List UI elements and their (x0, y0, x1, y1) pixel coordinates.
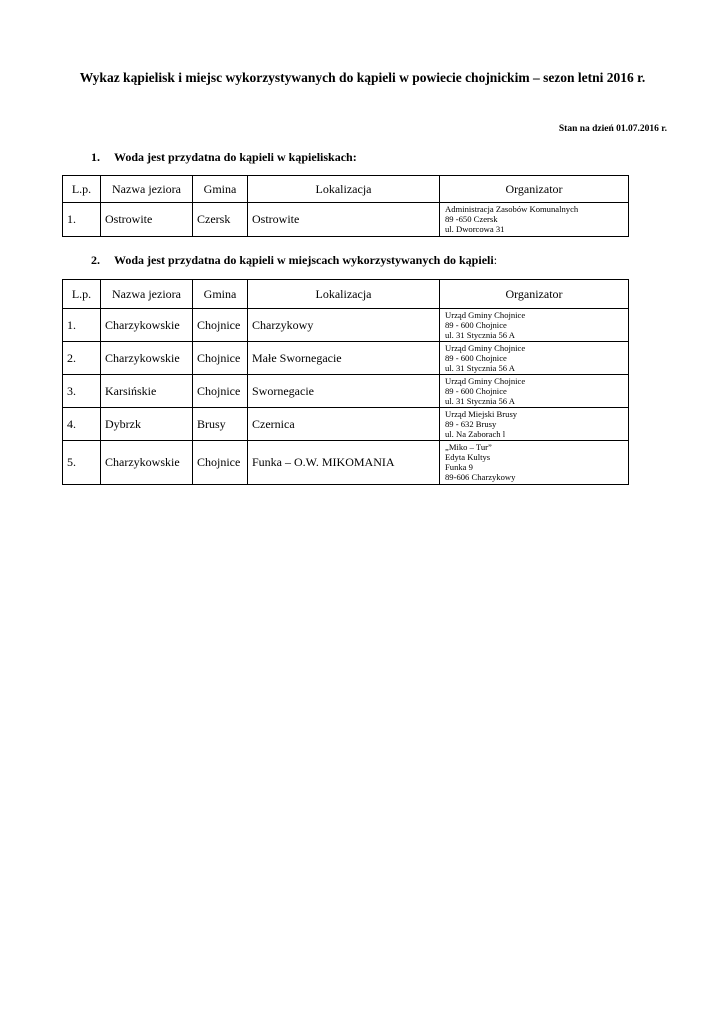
cell-gmina: Chojnice (193, 441, 248, 485)
table-row (63, 441, 629, 485)
bathing-sites-table (62, 175, 629, 237)
cell-lp: 5. (63, 441, 101, 485)
organizator-line: 89 - 600 Chojnice (445, 386, 507, 396)
header-lokalizacja: Lokalizacja (248, 280, 440, 309)
organizator-line: 89 -650 Czersk (445, 214, 498, 224)
cell-organizator (440, 203, 629, 237)
document-title: Wykaz kąpielisk i miejsc wykorzystywanych do kąpieli w powiecie chojnickim – sezon letni 2016 r. (79, 70, 646, 85)
organizator-line: Urząd Gminy Chojnice (445, 376, 526, 386)
cell-lokalizacja: Małe Swornegacie (248, 342, 440, 375)
header-lp: L.p. (63, 280, 101, 309)
section-1-title: Woda jest przydatna do kąpieli w kąpieliskach: (114, 150, 357, 164)
organizator-line: Administracja Zasobów Komunalnych (445, 204, 579, 214)
cell-organizator (440, 375, 629, 408)
organizator-line: „Miko – Tur” (445, 442, 492, 452)
cell-lp: 4. (63, 408, 101, 441)
cell-organizator (440, 408, 629, 441)
organizator-line: ul. Na Zaborach l (445, 429, 506, 439)
table-header-row (63, 176, 629, 203)
cell-organizator (440, 342, 629, 375)
cell-lokalizacja: Charzykowy (248, 309, 440, 342)
cell-lokalizacja: Ostrowite (248, 203, 440, 237)
organizator-line: Funka 9 (445, 462, 473, 472)
organizator-line: 89 - 600 Chojnice (445, 353, 507, 363)
section-1-heading (91, 150, 357, 165)
cell-lp: 1. (63, 309, 101, 342)
cell-gmina: Chojnice (193, 309, 248, 342)
cell-lake: Charzykowskie (101, 441, 193, 485)
header-gmina: Gmina (193, 176, 248, 203)
cell-organizator (440, 441, 629, 485)
cell-gmina: Czersk (193, 203, 248, 237)
header-gmina: Gmina (193, 280, 248, 309)
header-lokalizacja: Lokalizacja (248, 176, 440, 203)
section-1-number: 1. (91, 150, 100, 164)
table-row (63, 375, 629, 408)
cell-lake: Charzykowskie (101, 342, 193, 375)
organizator-line: Edyta Kultys (445, 452, 491, 462)
section-2-title: Woda jest przydatna do kąpieli w miejscach wykorzystywanych do kąpieli (114, 253, 494, 267)
organizator-line: 89 - 632 Brusy (445, 419, 497, 429)
cell-lp: 2. (63, 342, 101, 375)
header-lake: Nazwa jeziora (101, 280, 193, 309)
cell-gmina: Chojnice (193, 342, 248, 375)
organizator-line: Urząd Miejski Brusy (445, 409, 518, 419)
organizator-line: Urząd Gminy Chojnice (445, 343, 526, 353)
table-row (63, 309, 629, 342)
table-row (63, 342, 629, 375)
section-2-colon: : (493, 253, 498, 267)
header-lake: Nazwa jeziora (101, 176, 193, 203)
table-row (63, 408, 629, 441)
section-2-heading (91, 253, 497, 268)
cell-gmina: Brusy (193, 408, 248, 441)
cell-gmina: Chojnice (193, 375, 248, 408)
cell-lp: 1. (63, 203, 101, 237)
header-organizator: Organizator (440, 280, 629, 309)
cell-lokalizacja: Swornegacie (248, 375, 440, 408)
cell-lokalizacja: Czernica (248, 408, 440, 441)
cell-lokalizacja: Funka – O.W. MIKOMANIA (248, 441, 440, 485)
header-lp: L.p. (63, 176, 101, 203)
cell-lp: 3. (63, 375, 101, 408)
status-date: Stan na dzień 01.07.2016 r. (558, 124, 667, 134)
organizator-line: ul. 31 Stycznia 56 A (445, 363, 515, 373)
cell-organizator (440, 309, 629, 342)
cell-lake: Karsińskie (101, 375, 193, 408)
organizator-line: ul. 31 Stycznia 56 A (445, 396, 515, 406)
cell-lake: Dybrzk (101, 408, 193, 441)
organizator-line: 89 - 600 Chojnice (445, 320, 507, 330)
organizator-line: 89-606 Charzykowy (445, 472, 516, 482)
organizator-line: ul. Dworcowa 31 (445, 224, 505, 234)
cell-lake: Ostrowite (101, 203, 193, 237)
table-row (63, 203, 629, 237)
table-header-row (63, 280, 629, 309)
bathing-places-table (62, 279, 629, 485)
cell-lake: Charzykowskie (101, 309, 193, 342)
header-organizator: Organizator (440, 176, 629, 203)
organizator-line: Urząd Gminy Chojnice (445, 310, 526, 320)
organizator-line: ul. 31 Stycznia 56 A (445, 330, 515, 340)
section-2-number: 2. (91, 253, 100, 267)
